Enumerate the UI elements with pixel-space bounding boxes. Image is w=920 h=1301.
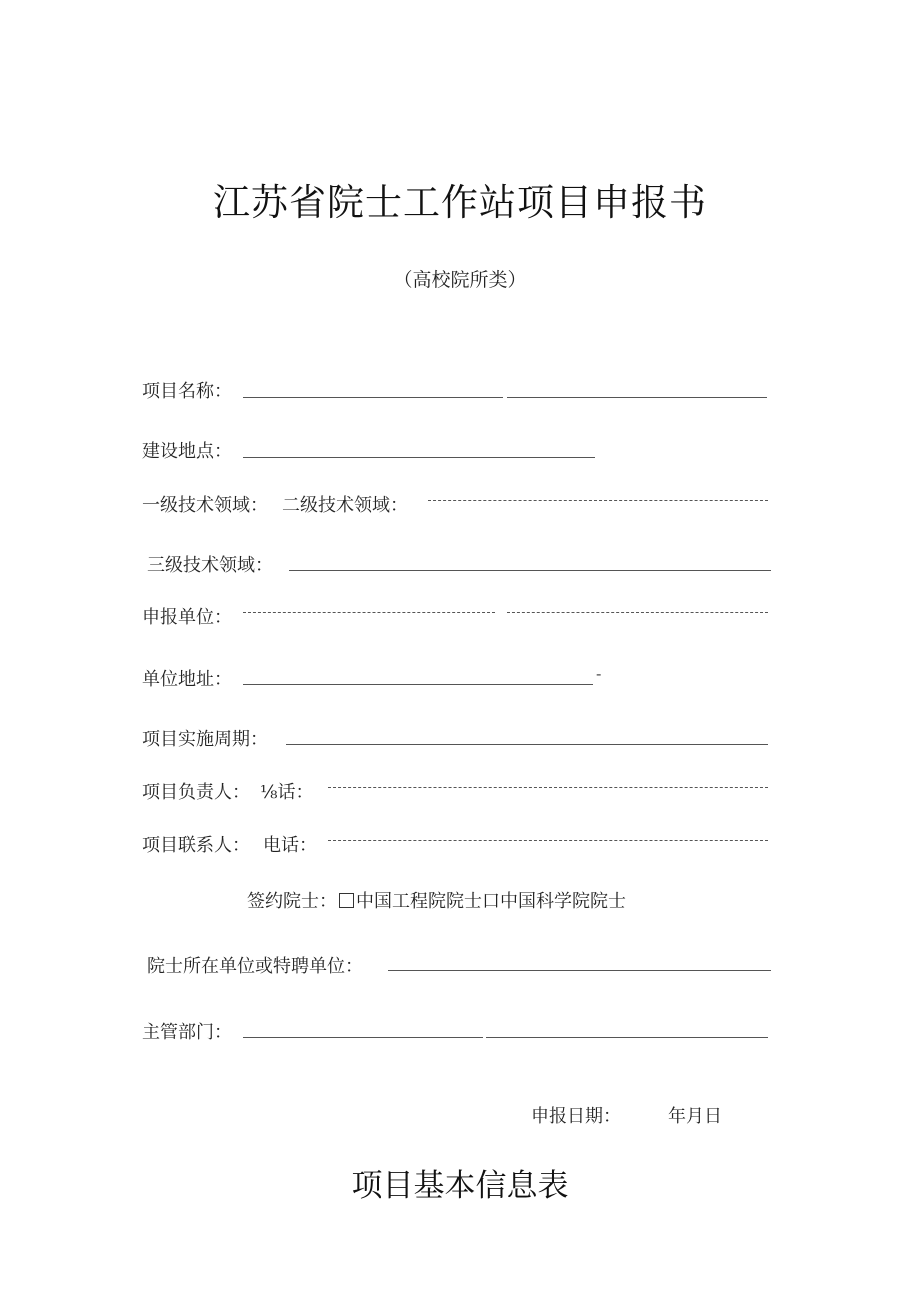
- build-location-label: 建设地点：: [142, 441, 232, 462]
- period-field[interactable]: [286, 744, 768, 745]
- academician-unit-label: 院士所在单位或特聘单位：: [147, 956, 363, 977]
- unit-address-field[interactable]: [243, 684, 593, 685]
- cae-checkbox[interactable]: [339, 893, 354, 908]
- applicant-field-2[interactable]: [507, 612, 768, 613]
- cas-checkbox[interactable]: 口: [482, 891, 500, 912]
- level3-field-label: 三级技术领域：: [147, 555, 273, 576]
- level2-field-label: 二级技术领域：: [282, 495, 408, 516]
- leader-phone-field[interactable]: [328, 787, 768, 788]
- academician-row: [247, 887, 626, 913]
- period-label: 项目实施周期：: [142, 729, 268, 750]
- project-name-label: 项目名称：: [142, 381, 232, 402]
- date-units: 年月日: [668, 1106, 722, 1127]
- section-heading: 项目基本信息表: [351, 1168, 569, 1204]
- project-name-field-2[interactable]: [507, 397, 767, 398]
- academician-unit-field[interactable]: [388, 970, 771, 971]
- applicant-field[interactable]: [243, 612, 495, 613]
- contact-label: 项目联系人：: [142, 835, 250, 856]
- document-subtitle: （高校院所类）: [393, 269, 527, 291]
- cae-option-label: 中国工程院院士: [356, 891, 482, 912]
- academician-label: 签约院士：: [247, 891, 337, 912]
- project-name-field[interactable]: [243, 397, 503, 398]
- level2-field-input[interactable]: [428, 500, 768, 501]
- unit-address-mark: -: [596, 664, 602, 683]
- build-location-field[interactable]: [243, 457, 595, 458]
- supervisor-field[interactable]: [243, 1037, 483, 1038]
- contact-phone-field[interactable]: [328, 840, 768, 841]
- supervisor-field-2[interactable]: [486, 1037, 768, 1038]
- unit-address-label: 单位地址：: [142, 669, 232, 690]
- applicant-label: 申报单位：: [142, 607, 232, 628]
- supervisor-label: 主管部门：: [142, 1022, 232, 1043]
- date-label: 申报日期：: [531, 1106, 621, 1127]
- level3-field-input[interactable]: [289, 570, 771, 571]
- contact-phone-label: 电话：: [263, 835, 317, 856]
- document-title: 江苏省院士工作站项目申报书: [213, 181, 707, 224]
- cas-option-label: 中国科学院院士: [500, 891, 626, 912]
- level1-field-label: 一级技术领域：: [142, 495, 268, 516]
- leader-label: 项目负责人：: [142, 782, 250, 803]
- leader-phone-label: ⅛话：: [260, 782, 314, 803]
